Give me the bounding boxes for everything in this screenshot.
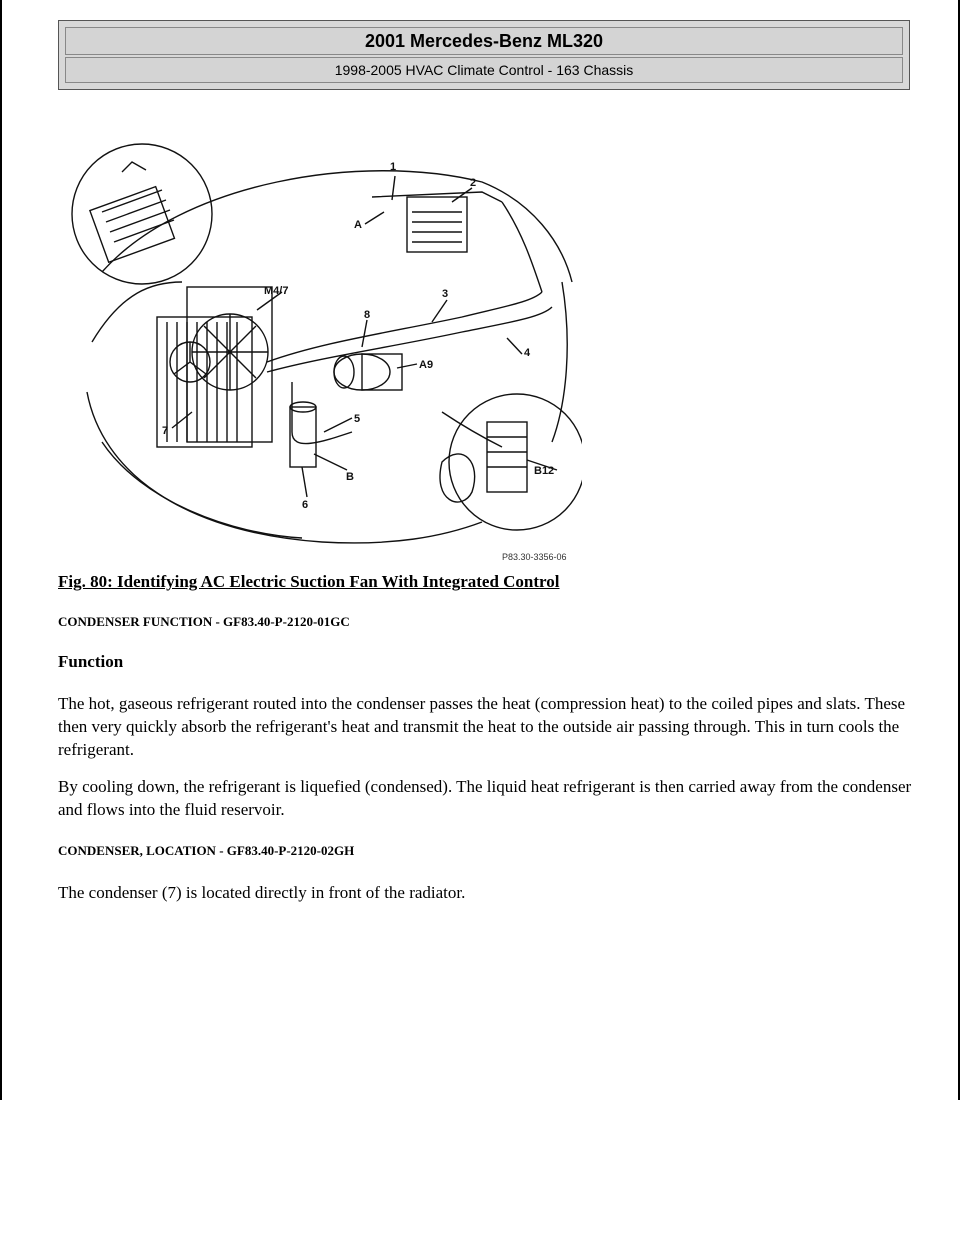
page-border-left (0, 0, 2, 1100)
document-header (58, 20, 910, 90)
callout-6: 6 (302, 499, 309, 511)
callout-a: A (354, 219, 362, 231)
section-heading-condenser-location: CONDENSER, LOCATION - GF83.40-P-2120-02GH (58, 843, 355, 858)
document-title: 2001 Mercedes-Benz ML320 (65, 27, 903, 55)
callout-4: 4 (524, 347, 531, 359)
callout-2: 2 (470, 177, 477, 189)
callout-3: 3 (442, 288, 449, 300)
figure-condenser-diagram (62, 142, 582, 566)
callout-b12: B12 (534, 465, 555, 477)
callout-5: 5 (354, 413, 361, 425)
callout-1: 1 (390, 161, 397, 173)
paragraph-location: The condenser (7) is located directly in front of the radiator. (58, 883, 466, 902)
subheading-function: Function (58, 652, 124, 671)
figure-reference-code: P83.30-3356-06 (502, 552, 567, 562)
callout-b: B (346, 471, 354, 483)
section-heading-condenser-function: CONDENSER FUNCTION - GF83.40-P-2120-01GC (58, 614, 350, 629)
figure-caption: Fig. 80: Identifying AC Electric Suction Fan With Integrated Control (58, 572, 560, 591)
document-subtitle: 1998-2005 HVAC Climate Control - 163 Chassis (65, 57, 903, 83)
callout-a9: A9 (419, 359, 434, 371)
paragraph-function-2: By cooling down, the refrigerant is liquefied (condensed). The liquid heat refrigerant is then carried away from the condenser and flows into the fluid reservoir. (58, 777, 912, 819)
paragraph-function-1: The hot, gaseous refrigerant routed into the condenser passes the heat (compression heat) to the coiled pipes and slats. These then very quickly absorb the refrigerant's heat and transmit the heat to the outside air passing through. This in turn cools the refrigerant. (58, 694, 906, 759)
condenser-line-drawing (62, 142, 582, 566)
callout-7: 7 (162, 425, 169, 437)
document-body (58, 572, 918, 918)
callout-m4-7: M4/7 (264, 285, 289, 297)
callout-8: 8 (364, 309, 371, 321)
